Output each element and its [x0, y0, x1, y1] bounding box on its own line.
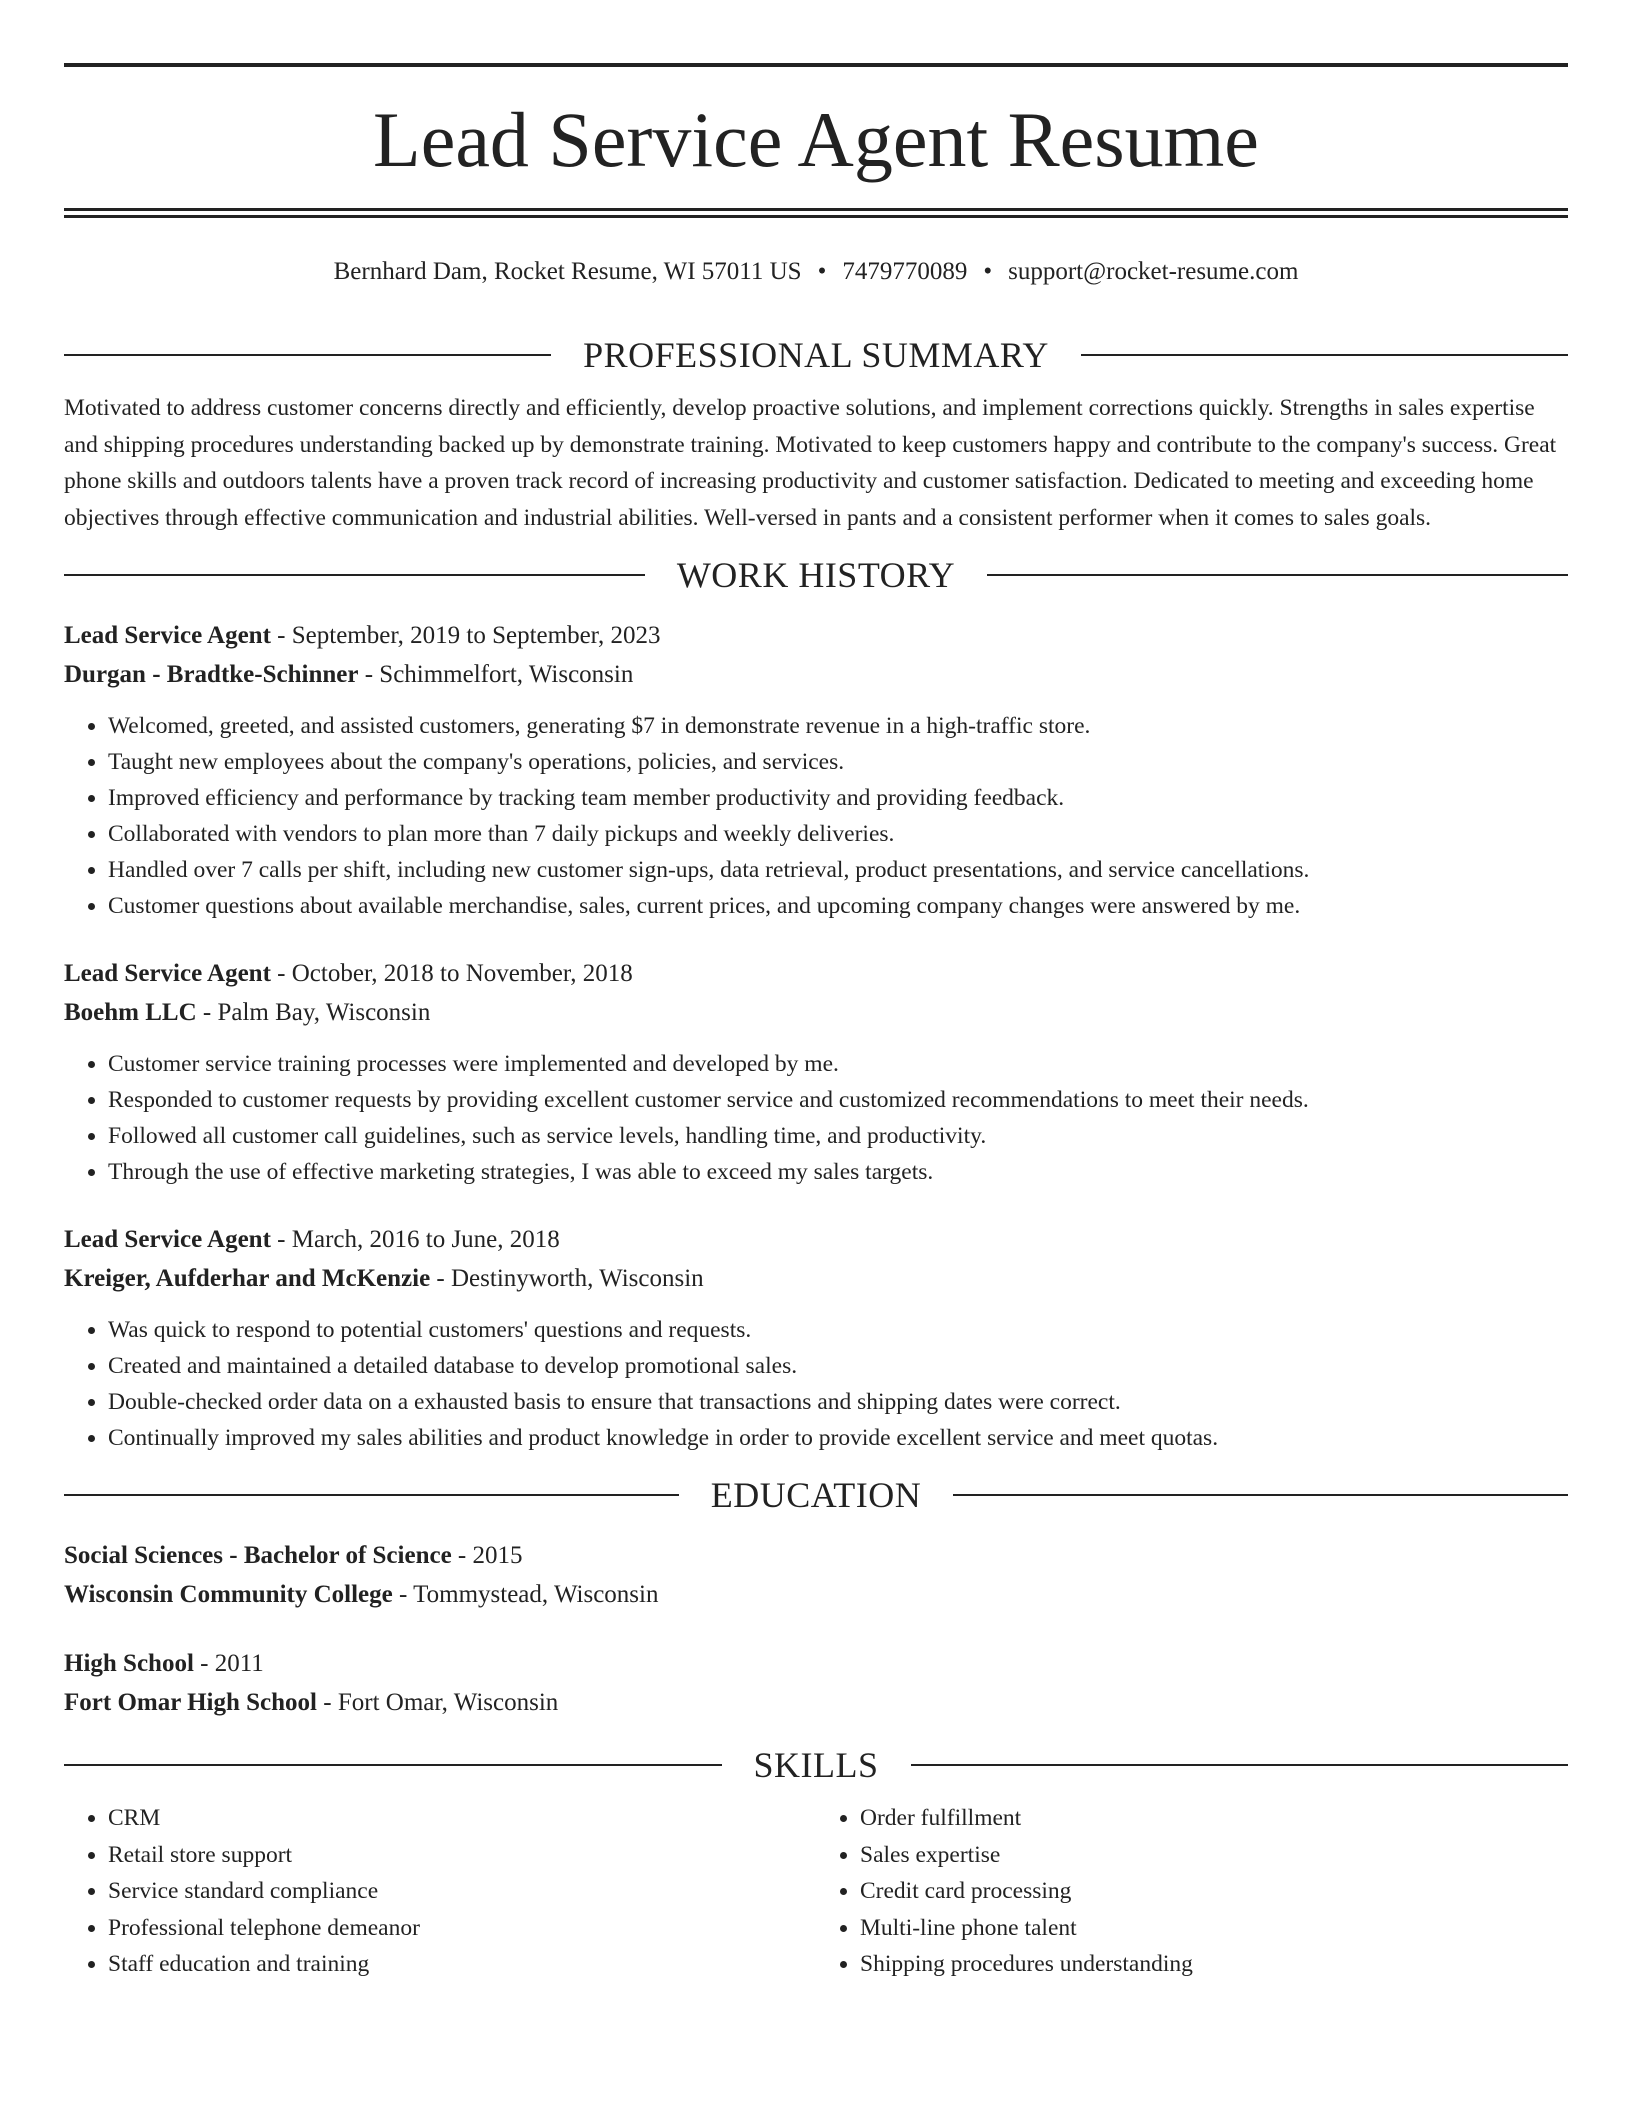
job-bullet: • Customer service training processes were implemented and developed by me. — [108, 1046, 1568, 1082]
skill-item: • Order fulfillment — [860, 1800, 1568, 1837]
job-company-line — [64, 1259, 1568, 1298]
school: Wisconsin Community College — [64, 1581, 393, 1608]
contact-line — [64, 255, 1568, 289]
heading-rule-left — [64, 574, 645, 576]
resume-body — [64, 330, 1568, 1983]
heading-rule-left — [64, 1764, 722, 1766]
job-title: Lead Service Agent — [64, 622, 271, 649]
skill-item: • Credit card processing — [860, 1873, 1568, 1910]
school-location: - Tommystead, Wisconsin — [392, 1581, 659, 1608]
job-location: - Palm Bay, Wisconsin — [196, 999, 431, 1026]
job-bullet: • Continually improved my sales abilities and product knowledge in order to provide excellent service and meet quotas. — [108, 1420, 1568, 1456]
skill-item: • Professional telephone demeanor — [108, 1910, 816, 1947]
job-bullet: • Through the use of effective marketing strategies, I was able to exceed my sales targets. — [108, 1154, 1568, 1190]
job-bullet: • Welcomed, greeted, and assisted customers, generating $7 in demonstrate revenue in a high-traffic store. — [108, 708, 1568, 744]
contact-address: Bernhard Dam, Rocket Resume, WI 57011 US — [333, 258, 802, 285]
section-heading-work-history — [64, 550, 1568, 600]
job-dates: - March, 2016 to June, 2018 — [270, 1226, 560, 1253]
section-title: EDUCATION — [710, 1475, 922, 1515]
skill-item: • Service standard compliance — [108, 1873, 816, 1910]
degree-line — [64, 1536, 1568, 1575]
job-bullet: • Customer questions about available merchandise, sales, current prices, and upcoming company changes were answered by me. — [108, 888, 1568, 924]
graduation-year: - 2015 — [451, 1542, 523, 1569]
section-heading-skills — [64, 1740, 1568, 1790]
job-location: - Schimmelfort, Wisconsin — [358, 661, 634, 688]
job-location: - Destinyworth, Wisconsin — [430, 1265, 704, 1292]
job-bullet: • Improved efficiency and performance by tracking team member productivity and providing feedback. — [108, 780, 1568, 816]
job-bullet: • Created and maintained a detailed database to develop promotional sales. — [108, 1348, 1568, 1384]
job-bullets — [64, 708, 1568, 924]
job-entry — [64, 1220, 1568, 1456]
school-location: - Fort Omar, Wisconsin — [317, 1689, 559, 1716]
resume-title: Lead Service Agent Resume — [373, 96, 1259, 183]
contact-phone: 7479770089 — [842, 258, 968, 285]
job-bullet: • Responded to customer requests by providing excellent customer service and customized recommendations to meet their needs. — [108, 1082, 1568, 1118]
school-line — [64, 1683, 1568, 1722]
skill-item: • Sales expertise — [860, 1837, 1568, 1874]
job-dates: - October, 2018 to November, 2018 — [270, 960, 633, 987]
skill-item: • Multi-line phone talent — [860, 1910, 1568, 1947]
title-rule-upper — [64, 208, 1568, 211]
job-title: Lead Service Agent — [64, 960, 271, 987]
education-entry — [64, 1536, 1568, 1614]
degree: High School — [64, 1650, 194, 1677]
job-entry — [64, 954, 1568, 1190]
job-bullet: • Double-checked order data on a exhausted basis to ensure that transactions and shipping dates were correct. — [108, 1384, 1568, 1420]
section-heading-education — [64, 1470, 1568, 1520]
job-title-line — [64, 954, 1568, 993]
heading-rule-right — [987, 574, 1568, 576]
section-title: PROFESSIONAL SUMMARY — [583, 335, 1049, 375]
skill-item: • CRM — [108, 1800, 816, 1837]
job-bullet: • Handled over 7 calls per shift, including new customer sign-ups, data retrieval, product presentations, and service cancellations. — [108, 852, 1568, 888]
heading-rule-right — [1081, 354, 1568, 356]
top-rule — [64, 63, 1568, 67]
job-company-line — [64, 655, 1568, 694]
skills-column-right — [816, 1800, 1568, 1983]
degree: Social Sciences - Bachelor of Science — [64, 1542, 452, 1569]
job-entry — [64, 616, 1568, 924]
job-bullet: • Was quick to respond to potential customers' questions and requests. — [108, 1312, 1568, 1348]
contact-separator: • — [983, 258, 993, 285]
skills-list — [64, 1800, 1568, 1983]
job-bullets — [64, 1046, 1568, 1190]
skill-item: • Shipping procedures understanding — [860, 1946, 1568, 1983]
job-company: Durgan - Bradtke-Schinner — [64, 661, 359, 688]
section-heading-summary — [64, 330, 1568, 380]
job-dates: - September, 2019 to September, 2023 — [270, 622, 661, 649]
heading-rule-right — [953, 1494, 1568, 1496]
heading-rule-left — [64, 354, 551, 356]
job-bullet: • Followed all customer call guidelines, such as service levels, handling time, and productivity. — [108, 1118, 1568, 1154]
section-title: SKILLS — [753, 1745, 879, 1785]
education-entry — [64, 1644, 1568, 1722]
job-company-line — [64, 993, 1568, 1032]
degree-line — [64, 1644, 1568, 1683]
summary-text: Motivated to address customer concerns directly and efficiently, develop proactive solutions, and implement corrections quickly. Strengths in sales expertise and shipping procedures understanding backed up by demonstrate training. Motivated to keep customers happy and contribute to the company's success. Great phone skills and outdoors talents have a proven track record of increasing productivity and customer satisfaction. Dedicated to meeting and exceeding home objectives through effective communication and industrial abilities. Well-versed in pants and a consistent performer when it comes to sales goals. — [64, 395, 1557, 531]
graduation-year: - 2011 — [193, 1650, 264, 1677]
contact-email: support@rocket-resume.com — [1008, 258, 1299, 285]
job-title-line — [64, 1220, 1568, 1259]
job-company: Kreiger, Aufderhar and McKenzie — [64, 1265, 431, 1292]
skills-column-left — [64, 1800, 816, 1983]
job-bullets — [64, 1312, 1568, 1456]
job-bullet: • Collaborated with vendors to plan more than 7 daily pickups and weekly deliveries. — [108, 816, 1568, 852]
job-title-line — [64, 616, 1568, 655]
job-company: Boehm LLC — [64, 999, 197, 1026]
job-bullet: • Taught new employees about the company's operations, policies, and services. — [108, 744, 1568, 780]
job-title: Lead Service Agent — [64, 1226, 271, 1253]
contact-separator: • — [817, 258, 827, 285]
title-rule-lower — [64, 215, 1568, 218]
school: Fort Omar High School — [64, 1689, 318, 1716]
school-line — [64, 1575, 1568, 1614]
heading-rule-right — [911, 1764, 1569, 1766]
skill-item: • Staff education and training — [108, 1946, 816, 1983]
heading-rule-left — [64, 1494, 679, 1496]
skill-item: • Retail store support — [108, 1837, 816, 1874]
section-title: WORK HISTORY — [676, 555, 956, 595]
